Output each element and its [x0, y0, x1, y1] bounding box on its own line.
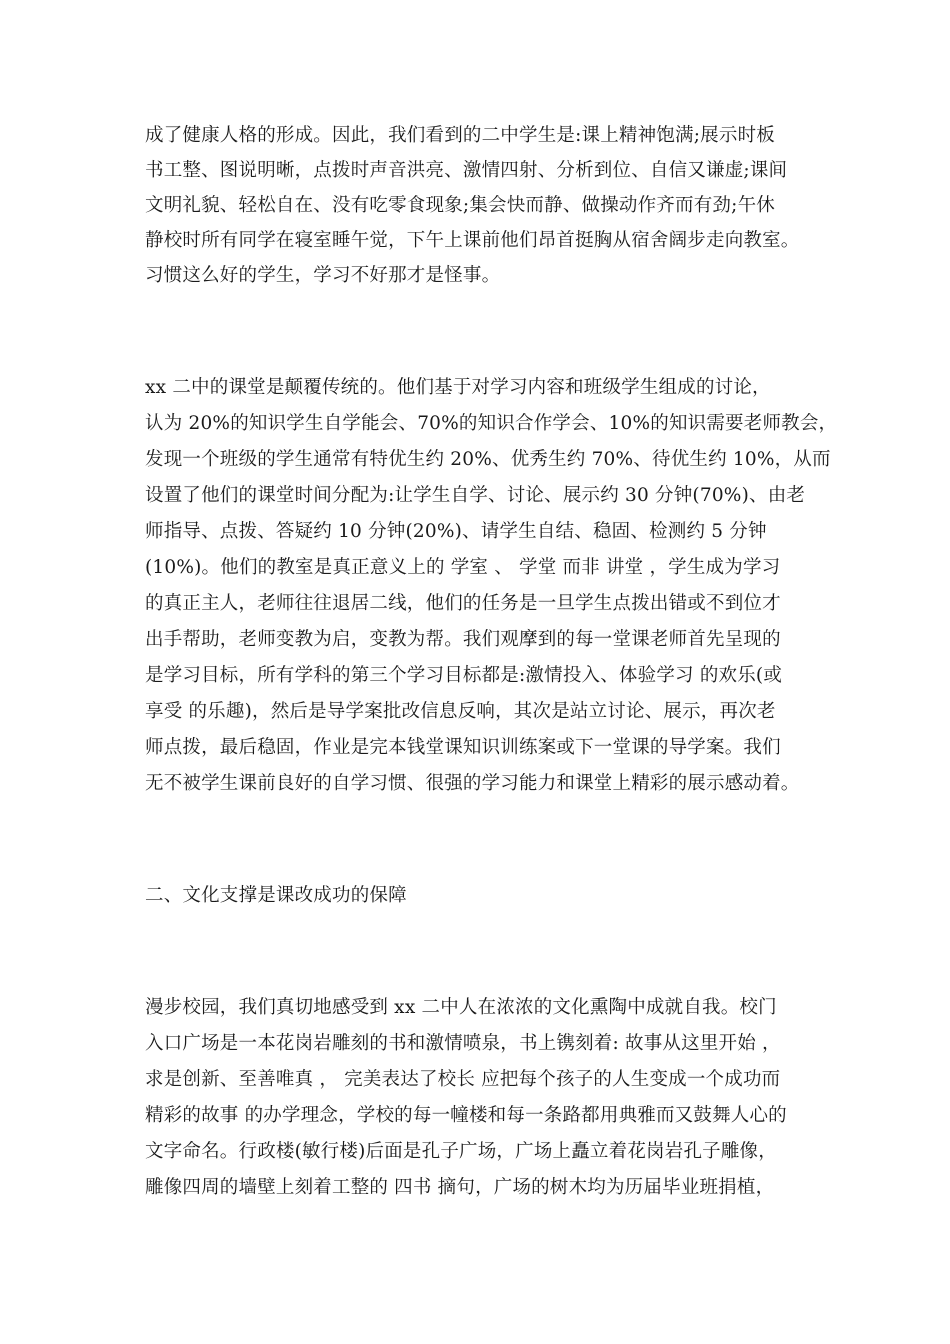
paragraph-1-line-3: 文明礼貌、轻松自在、没有吃零食现象;集会快而静、做操动作齐而有劲;午休	[145, 195, 775, 216]
paragraph-2-line-11: 师点拨，最后稳固，作业是完本钱堂课知识训练案或下一堂课的导学案。我们	[145, 737, 781, 758]
paragraph-2-line-6: (10%)。他们的教室是真正意义上的 学室 、 学堂 而非 讲堂 ，学生成为学习	[145, 557, 781, 578]
paragraph-2-line-4: 设置了他们的课堂时间分配为:让学生自学、讨论、展示约 30 分钟(70%)、由老	[145, 485, 806, 506]
paragraph-2-line-9: 是学习目标，所有学科的第三个学习目标都是:激情投入、体验学习 的欢乐(或	[145, 665, 783, 686]
paragraph-4-line-5: 文字命名。行政楼(敏行楼)后面是孔子广场，广场上矗立着花岗岩孔子雕像，	[145, 1141, 777, 1162]
paragraph-2-line-10: 享受 的乐趣)，然后是导学案批改信息反响，其次是站立讨论、展示，再次老	[145, 701, 776, 722]
paragraph-1-line-5: 习惯这么好的学生，学习不好那才是怪事。	[145, 265, 501, 286]
paragraph-4-line-6: 雕像四周的墙壁上刻着工整的 四书 摘句，广场的树木均为历届毕业班捐植，	[145, 1177, 775, 1198]
paragraph-4-line-4: 精彩的故事 的办学理念，学校的每一幢楼和每一条路都用典雅而又鼓舞人心的	[145, 1105, 787, 1126]
paragraph-2-line-5: 师指导、点拨、答疑约 10 分钟(20%)、请学生自结、稳固、检测约 5 分钟	[145, 521, 767, 542]
paragraph-1-line-1: 成了健康人格的形成。因此，我们看到的二中学生是:课上精神饱满;展示时板	[145, 125, 775, 146]
paragraph-4-line-2: 入口广场是一本花岗岩雕刻的书和激情喷泉，书上镌刻着: 故事从这里开始 ，	[145, 1033, 781, 1054]
paragraph-4-line-1: 漫步校园，我们真切地感受到 xx 二中人在浓浓的文化熏陶中成就自我。校门	[145, 997, 777, 1018]
paragraph-2-line-8: 出手帮助，老师变教为启，变教为帮。我们观摩到的每一堂课老师首先呈现的	[145, 629, 781, 650]
paragraph-2-line-3: 发现一个班级的学生通常有特优生约 20%、优秀生约 70%、待优生约 10%，从而	[145, 449, 831, 470]
paragraph-1-line-4: 静校时所有同学在寝室睡午觉，下午上课前他们昂首挺胸从宿舍阔步走向教室。	[145, 230, 800, 251]
paragraph-2-line-12: 无不被学生课前良好的自学习惯、很强的学习能力和课堂上精彩的展示感动着。	[145, 773, 800, 794]
paragraph-4-line-3: 求是创新、至善唯真 ， 完美表达了校长 应把每个孩子的人生变成一个成功而	[145, 1069, 781, 1090]
paragraph-2-line-7: 的真正主人，老师往往退居二线，他们的任务是一旦学生点拨出错或不到位才	[145, 593, 781, 614]
paragraph-2-line-1: xx 二中的课堂是颠覆传统的。他们基于对学习内容和班级学生组成的讨论，	[145, 377, 771, 398]
section-heading: 二、文化支撑是课改成功的保障	[145, 885, 407, 906]
paragraph-2-line-2: 认为 20%的知识学生自学能会、70%的知识合作学会、10%的知识需要老师教会，	[145, 413, 838, 434]
paragraph-1-line-2: 书工整、图说明晰，点拨时声音洪亮、激情四射、分析到位、自信又谦虚;课间	[145, 160, 788, 181]
